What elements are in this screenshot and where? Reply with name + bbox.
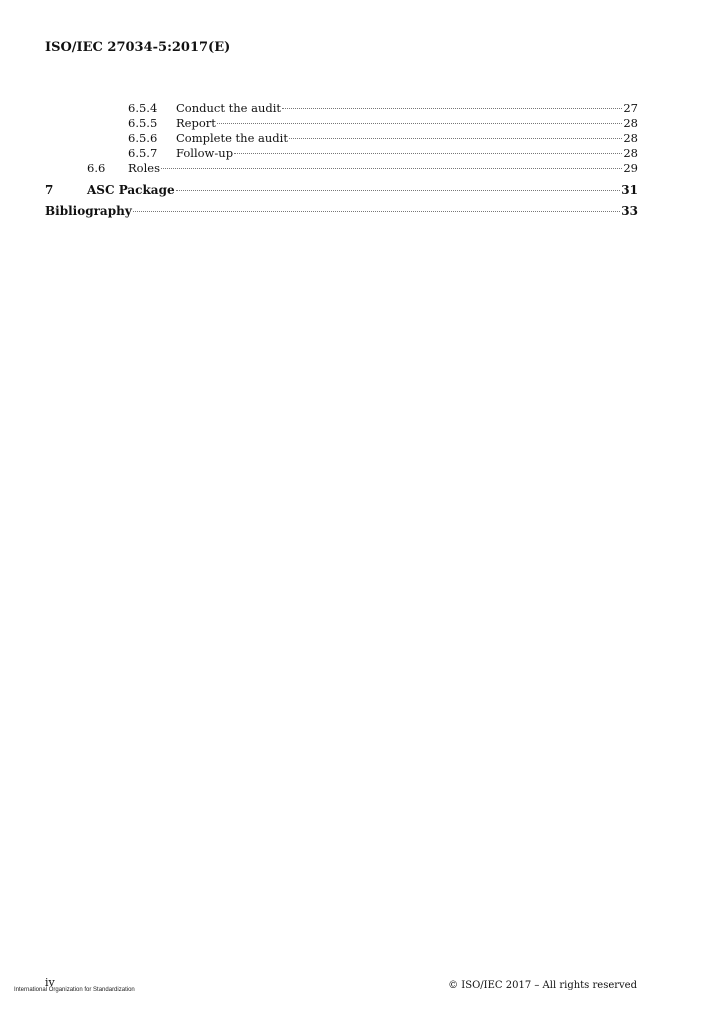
toc-entry[interactable] <box>0 204 638 219</box>
toc-leader <box>234 153 622 154</box>
toc-leader <box>133 211 621 212</box>
toc-entry[interactable] <box>0 161 638 176</box>
toc-number: 6.5.7 <box>128 146 158 160</box>
toc-number: 6.5.6 <box>128 131 158 145</box>
toc-title: Report <box>176 116 216 130</box>
toc-title: Conduct the audit <box>176 101 282 115</box>
toc-title: Complete the audit <box>176 131 288 145</box>
toc-leader <box>217 123 622 124</box>
footer-page-number: iv <box>45 976 55 989</box>
toc-title: Follow-up <box>176 146 234 160</box>
footer-organization: International Organization for Standardization <box>14 987 135 993</box>
toc-page: 31 <box>621 183 638 197</box>
toc-page: 27 <box>623 101 638 115</box>
toc-number: 6.5.4 <box>128 101 158 115</box>
toc-number: 6.5.5 <box>128 116 158 130</box>
document-header: ISO/IEC 27034-5:2017(E) <box>45 40 231 55</box>
toc-entry[interactable] <box>0 146 638 161</box>
toc-page: 28 <box>623 116 638 130</box>
toc-leader <box>282 108 622 109</box>
toc-entry[interactable] <box>0 116 638 131</box>
toc-number: 7 <box>45 183 54 197</box>
toc-title: Roles <box>128 161 160 175</box>
toc-number: 6.6 <box>87 161 106 175</box>
toc-page: 28 <box>623 146 638 160</box>
toc-entry[interactable] <box>0 101 638 116</box>
toc-leader <box>289 138 622 139</box>
toc-leader <box>176 190 621 191</box>
toc-leader <box>161 168 622 169</box>
toc-title: Bibliography <box>45 204 132 218</box>
footer-copyright: © ISO/IEC 2017 – All rights reserved <box>448 980 637 991</box>
toc-page: 33 <box>621 204 638 218</box>
toc-entry[interactable] <box>0 131 638 146</box>
toc-entry[interactable] <box>0 183 638 198</box>
toc-page: 28 <box>623 131 638 145</box>
toc-title: ASC Package <box>87 183 175 197</box>
toc-page: 29 <box>623 161 638 175</box>
